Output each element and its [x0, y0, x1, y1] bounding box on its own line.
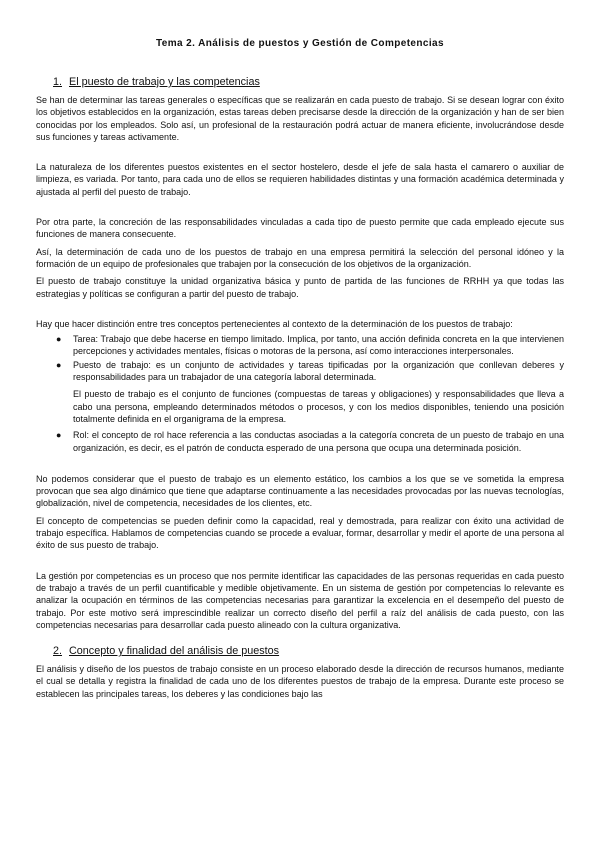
- section-1-number: 1.: [53, 76, 63, 88]
- bullet-icon: ●: [56, 430, 62, 441]
- section-2-heading: [53, 645, 564, 657]
- bullet-icon: ●: [56, 334, 62, 345]
- paragraph-selection: Así, la determinación de cada uno de los puestos de trabajo en una empresa permitirá la selección del personal idóneo y la formación de un equipo de profesionales que trabajen por la consecución de los objetivos de la organización.: [36, 246, 564, 269]
- definitions-list: [36, 333, 564, 454]
- list-item: [36, 429, 564, 454]
- definition-tarea: Tarea: Trabajo que debe hacerse en tiempo limitado. Implica, por tanto, una acción definida concreta en la que intervienen percepciones y actividades mentales, físicas o motoras de la persona, así como interacciones interpersonales.: [73, 334, 564, 357]
- list-item: [36, 359, 564, 425]
- paragraph-dynamic: No podemos considerar que el puesto de trabajo es un elemento estático, los cambios a los que se ve sometida la empresa provocan que sea algo dinámico que tiene que adaptarse continuamente a las necesidades provocadas por las nuevas tecnologías, globalización, nivel de competencia, necesidades de los clientes, etc.: [36, 473, 564, 509]
- section-2-title: Concepto y finalidad del análisis de puestos: [69, 645, 280, 658]
- definition-puesto-note: El puesto de trabajo es el conjunto de funciones (compuestas de tareas y obligaciones) y responsabilidades que lleva a cabo una persona, empleando determinados métodos o procesos, y con los medios disponibles, teniendo una posición totalmente definida en el organigrama de la empresa.: [73, 389, 564, 424]
- section-2-number: 2.: [53, 645, 63, 658]
- paragraph-competency-management: La gestión por competencias es un proceso que nos permite identificar las capacidades de las personas requeridas en cada puesto de trabajo a través de un perfil cuantificable y medible objetivamente. En un sistema de gestión por competencias lo relevante es analizar la ocupación en términos de las competencias necesarias para garantizar la excelencia en el desempeño del puesto de trabajo. Por este motivo será imprescindible realizar un correcto diseño del perfil a raíz del análisis de cada puesto, con las competencias necesarias para desarrollar cada puesto alineado con la cultura organizativa.: [36, 570, 564, 630]
- document-title: Tema 2. Análisis de puestos y Gestión de Competencias: [156, 38, 444, 49]
- paragraph-responsibilities: Por otra parte, la concreción de las responsabilidades vinculadas a cada tipo de puesto permite que cada empleado ejecute sus funciones de manera consecuente.: [36, 217, 564, 240]
- paragraph-tasks: Se han de determinar las tareas generales o específicas que se realizarán en cada puesto de trabajo. Si se desean lograr con éxito los objetivos establecidos en la organización, estas tareas deben precisarse desde la dirección de la organización y han de ser bien conocidas por los empleados. Solo así, un profesional de la restauración podrá actuar de manera eficiente, involucrándose desde sus funciones y tareas activamente.: [36, 95, 564, 142]
- section-1-heading: [53, 76, 564, 88]
- section-1-title: El puesto de trabajo y las competencias: [69, 76, 260, 88]
- paragraph-job-analysis: El análisis y diseño de los puestos de trabajo consiste en un proceso elaborado desde la dirección de recursos humanos, mediante el cual se detalla y registra la finalidad de cada uno de los diferentes puestos de trabajo de la empresa. Durante este proceso se establecen las principales tareas, los deberes y las condiciones bajo las: [36, 664, 564, 699]
- paragraph-hospitality: La naturaleza de los diferentes puestos existentes en el sector hostelero, desde el jefe de sala hasta el camarero o auxiliar de limpieza, es variada. Por tanto, para cada uno de ellos se requieren habilidades distintas y una formación académica determinada y ajustada al perfil del puesto de trabajo.: [36, 162, 564, 197]
- paragraph-three-concepts: Hay que hacer distinción entre tres conceptos pertenecientes al contexto de la determinación de los puestos de trabajo:: [36, 318, 513, 329]
- definition-puesto: Puesto de trabajo: es un conjunto de actividades y tareas tipificadas por la organización que conllevan deberes y responsabilidades para un trabajador de una categoría laboral determinada.: [73, 359, 564, 383]
- list-item: [36, 333, 564, 358]
- bullet-icon: ●: [56, 359, 62, 370]
- definition-rol: Rol: el concepto de rol hace referencia a las conductas asociadas a la categoría concreta de un puesto de trabajo en una organización, es decir, es el patrón de conducta esperado de una persona que ocupa una determinada posición.: [73, 430, 564, 453]
- paragraph-rrhh: El puesto de trabajo constituye la unidad organizativa básica y punto de partida de las funciones de RRHH ya que todas las estrategias y políticas se configuran a partir del puesto de trabajo.: [36, 276, 564, 299]
- paragraph-competencies: El concepto de competencias se pueden definir como la capacidad, real y demostrada, para realizar con éxito una actividad de trabajo específica. Hablamos de competencias cuando se procede a evaluar, formar, desarrollar y medir el aporte de una persona al éxito de sus puesto de trabajo.: [36, 515, 564, 551]
